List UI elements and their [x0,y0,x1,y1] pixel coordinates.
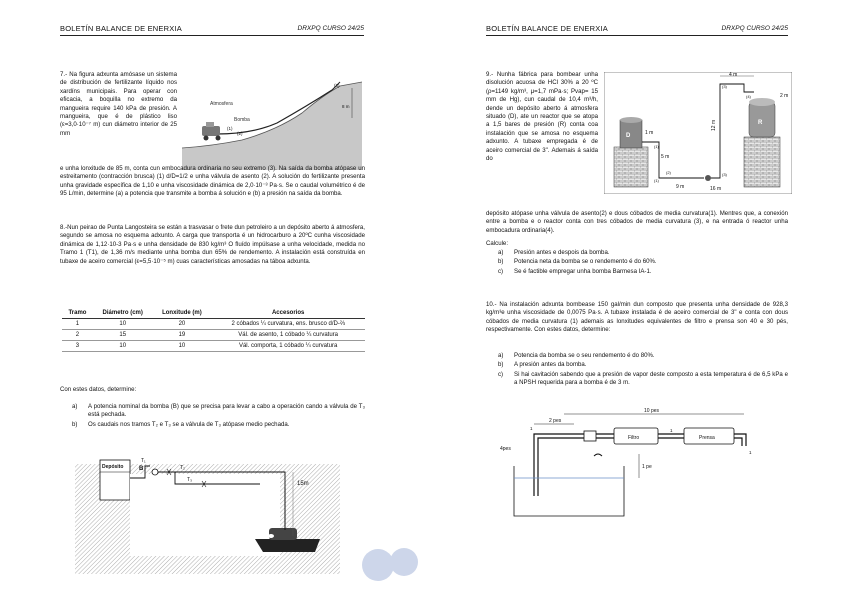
table-row: 1 10 20 2 cóbados ¼ curvatura, ens. brusco d/D-⅔ [62,319,365,330]
figure-9-hcl-system [604,72,792,194]
fig8-t2: T₂ [180,465,185,471]
fig10-elbow-1a: 1 [530,426,533,431]
list-item: c) Se é factible empregar unha bomba Barmesa IA-1. [498,267,652,275]
fig10-10pes: 10 pes [644,408,660,414]
fig9-point-1b: (1) [654,178,659,183]
page-header [486,23,788,36]
header-title: BOLETÍN BALANCE DE ENERXIA [60,23,182,33]
list-item: a) Presión antes e despois da bomba. [498,249,610,256]
fig9-point-2: (2) [666,170,671,175]
fig10-elbow-1c: 1 [749,450,752,455]
figure-7-fertilizer-system [182,78,362,170]
fig9-point-4: (4) [746,94,751,99]
list-item: a) A potencia nominal da bomba (B) que se precisa para levar a cabo a operación cando a válvula de T₃ está pechada. [72,403,365,419]
calcule-label: Calcule: [486,240,509,247]
problem-7-rest: e unha lonxitude de 85 m, conta cun embocadura ordinaria no seu extremo (3). Na saída da bomba atópase un estreitamento (contracción brusca) (1) d/D=1/2 e unha válvula de asento (2). A solución do fertilizante presenta unha gravidade específica de 1,10 e unha viscosidade dinámica de 2,0·10⁻³ Pa·s. Se o caudal volumétrico é de 95 L/min, determine (a) a potencia que transmite a bomba á solución e (b) a presión na saída da bomba. [60,165,365,198]
fig10-4pes: 4pes [500,446,511,452]
fig9-12m: 12 m [711,119,717,131]
problem-7-intro: 7.- Na figura adxunta amósase un sistema de distribución de fertilizante líquido nos xardíns municipais. Para operar con eficacia, a boquilla no extremo da mangueira require 140 kPa de presión. A mangueira, que é de plástico liso (ε=3,0·10⁻⁷ m) cun diámetro interior de 25 mm [60,71,177,137]
problem-9-items [498,249,788,277]
fig10-elbow-1b: 1 [670,428,673,433]
fig7-point-1: (1) [227,126,233,131]
fig10-1pe: 1 pe [642,464,652,470]
problem-8: 8.-Nun peirao de Punta Langosteira se están a trasvasar o frete dun petroleiro a un depósito aberto á atmosfera, segundo se amosa no esquema adxunto. A carga que transporta é un hidrocarburo a 20ºC cunha viscosidade dinámica de 1,12·10-3 Pa·s e unha densidade de 830 kg/m³ O fluído impúlsase a unha velocidade, medida no Tramo 1 (T1), de 1,36 m/s mediante unha bomba dun 65% de rendemento. A instalación está construída en tubaxe de aceiro comercial (ε=5,5·10⁻⁵ m) cuas características amosadas na táboa adxunta. [60,224,365,265]
fig7-point-3: (3) [334,83,340,88]
list-item: a) Potencia da bomba se o seu rendemento é do 80%. [498,352,655,359]
fig7-atmosphere-label: Atmosfera [210,101,233,107]
fig10-2pes: 2 pes [549,418,562,424]
problem-8-items [72,403,365,430]
table-row: 3 10 10 Vál. comporta, 1 cóbado ¼ curvatura [62,341,365,352]
fig9-9m: 9 m [676,184,685,190]
fig8-t3: T₃ [187,477,193,483]
fig9-point-3: (3) [722,84,727,89]
fig8-pump: B [139,466,144,472]
list-item: c) Si hai cavitación sabendo que a presión de vapor deste composto a esta temperatura é de 6,5 kPa e a NPSH requerida para a bomba é de 3 m. [498,370,788,387]
determine-label: Con estes datos, determine: [60,386,137,393]
fig9-point-3b: (3) [722,172,727,177]
table-header: Tramo [62,308,93,319]
fig9-point-1: (1) [654,144,659,149]
header-course: DRXPQ CURSO 24/25 [721,25,788,33]
fig7-pump-label: Bomba [234,117,250,123]
list-item: b) A presión antes da bomba. [498,361,587,369]
fig7-height: 8 m [342,104,350,109]
fig10-filter: Filtro [628,435,640,441]
fig9-2m: 2 m [780,93,789,99]
fig9-reactor: R [758,120,763,126]
list-item: b) Potencia neta da bomba se o rendemento é do 60%. [498,258,657,266]
problem-9-intro: 9.- Nunha fábrica para bombear unha disolución acuosa de HCl 30% a 20 ºC (ρ=1149 kg/m³, μ=1,7 mPa·s; Pvap= 15 mm de Hg), cun caudal de 10,4 m³/h, dende un depósito aberto á atmosfera situado (D), ate un reactor que se atopa a 1,5 bares de presión (R) conta coa instalación que se amosa no esquema adxunto. A tubaxe empregada é de aceiro comercial de 3". Ademais á saída do [486,71,598,163]
figure-8-tanker-system [75,450,340,576]
table-header: Lonxitude (m) [153,308,212,319]
table-header: Accesorios [211,308,365,319]
fig7-point-2: (2) [237,131,243,136]
fig9-1m: 1 m [645,130,654,136]
fig9-4m: 4 m [729,72,738,78]
header-course: DRXPQ CURSO 24/25 [297,25,364,33]
problem-10-items [498,352,788,389]
page-header [60,23,364,36]
fig9-5m: 5 m [661,154,670,160]
right-page [424,0,848,599]
table-header: Diámetro (cm) [93,308,153,319]
fig8-deposit-label: Depósito [102,464,124,470]
list-item: b) Os caudais nos tramos T₂ e T₃ se a válvula de T₃ atópase medio pechada. [72,420,290,428]
problem-10: 10.- Na instalación adxunta bombease 150 gal/min dun composto que presenta unha densidade de 928,3 kg/m³e unha viscosidade de 0,0075 Pa·s. A tubaxe instalada é de aceiro comercial de 3" e conta con dous cóbados de media curvatura (1) ademais as lonxitudes equivalentes de filtro e prensa son 40 e 30 pés, respectivamente. Con estes datos, determine: [486,301,788,334]
fig9-deposit: D [626,133,631,139]
fig8-t1: T₁ [141,458,146,464]
figure-10-filter-press [494,406,784,526]
fig10-press: Prensa [699,435,715,441]
fig8-height: 15m [297,481,309,487]
header-title: BOLETÍN BALANCE DE ENERXIA [486,23,608,33]
table-row: 2 15 19 Vál. de asento, 1 cóbado ¼ curvatura [62,330,365,341]
problem-8-table [62,308,365,352]
problem-9-rest: depósito atópase unha válvula de asento(2) e dous cóbados de media curvatura(1). Mentres que, a conexión entre a bomba e o reactor conta con tres cóbados de media curvatura (3), e na entrada ó reactor unha embocadura ordinaria(4). [486,210,788,234]
fig9-16m: 16 m [710,186,722,192]
watermark-blobs [360,540,424,590]
